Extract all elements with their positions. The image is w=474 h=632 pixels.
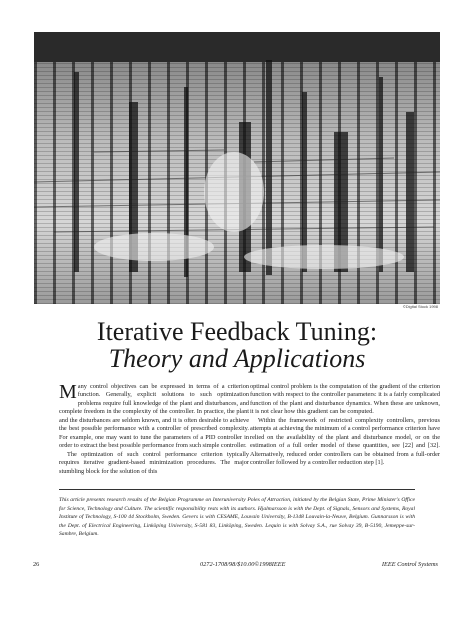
photo-credit: ©Digital Stock 1998 (402, 304, 438, 309)
body-column-left (59, 383, 249, 476)
drop-cap: M (59, 381, 77, 403)
copyright-code: 0272-1708/98/$10.00©1998IEEE (200, 561, 286, 568)
cover-photo-industrial-plant (34, 32, 440, 304)
article-subtitle: Theory and Applications (108, 344, 366, 373)
paragraph (59, 383, 249, 451)
page-number: 26 (33, 561, 40, 568)
paragraph: The optimization of such control performance criterion typically requires iterative gradient-based minimization procedures. The major stumbling block for the solution of this (59, 450, 249, 475)
footnote: This article presents research results of the Belgian Programme on Interuniversity Poles of Attraction, initiated by the Belgian State, Prime Minister's Office for Science, Technology and Culture. The scientific responsibility rests with its authors. Hjalmarsson is with the Dept. of Signals, Sensors and Systems, Royal Institute of Technology, S-100 44 Stockholm, Sweden. Gevers is with CESAME, Louvain University, B-1348 Louvain-la-Neuve, Belgium. Gunnarsson is with the Dept. of Electrical Engineering, Linköping University, S-581 83, Linköping, Sweden. Lequin is with Solvay S.A., rue Solvay 39, B-5190, Jemeppe-sur-Sambre, Belgium. (59, 497, 415, 538)
paragraph-text: any control objectives can be expressed in terms of a criterion function. Generally, explicit solutions to such optimization problems require full knowledge of the plant and disturbances, and complete freedom in the complexity of the controller. In practice, the plant and the disturbances are seldom known, and it is often desirable to achieve the best possible performance with a controller of prescribed complexity. For example, one may want to tune the parameters of a PID controller in order to extract the best possible performance from such simple controller. (59, 383, 249, 450)
paragraph: Within the framework of restricted complexity controllers, previous attempts at achieving the minimum of a control performance criterion have relied on the availability of the plant and disturbance model, or on the estimation of a full order model of these quantities, see [22] and [32]. Alternatively, reduced order controllers can be obtained from a full-order controller followed by a controller reduction step [1]. (250, 416, 440, 467)
article-title: Iterative Feedback Tuning: (96, 317, 378, 346)
footnote-divider (59, 489, 415, 490)
body-column-right (250, 383, 440, 468)
journal-name: IEEE Control Systems (381, 561, 438, 568)
paragraph: optimal control problem is the computation of the gradient of the criterion function with respect to the controller parameters: it is a fairly complicated function of the plant and disturbance dynamics. When these are unknown, it is not clear how this gradient can be computed. (250, 383, 440, 416)
refinery-silhouette (34, 32, 440, 304)
